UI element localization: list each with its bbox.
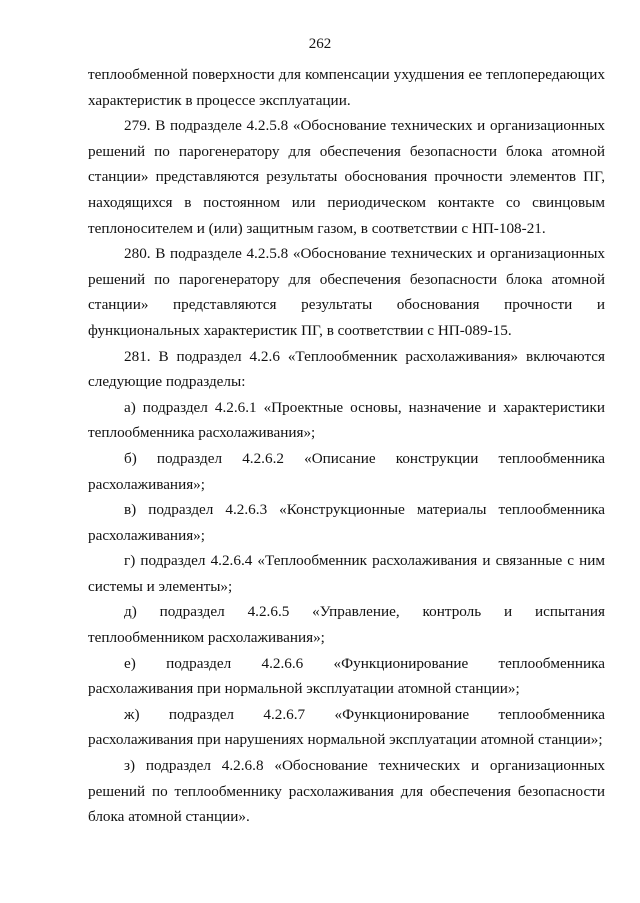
list-item-g: г) подраздел 4.2.6.4 «Теплообменник расхолаживания и связанные с ним системы и элементы»; [88,552,605,595]
list-item-v: в) подраздел 4.2.6.3 «Конструкционные материалы теплообменника расхолаживания»; [88,501,605,544]
paragraph-continuation: теплообменной поверхности для компенсации ухудшения ее теплопередающих характеристик в процессе эксплуатации. [88,66,605,109]
list-item-a: а) подраздел 4.2.6.1 «Проектные основы, назначение и характеристики теплообменника расхолаживания»; [88,398,605,442]
list-item-z: з) подраздел 4.2.6.8 «Обоснование технических и организационных решений по теплообменнику расхолаживания для обеспечения безопасности блока атомной станции». [88,757,605,826]
document-body [88,62,605,830]
list-item-d: д) подраздел 4.2.6.5 «Управление, контроль и испытания теплообменником расхолаживания»; [88,603,605,647]
paragraph-279: 279. В подразделе 4.2.5.8 «Обоснование технических и организационных решений по парогенератору для обеспечения безопасности блока атомной станции» представляются результаты обоснования прочности элементов ПГ, находящихся в постоянном или периодическом контакте со свинцовым теплоносителем и (или) защитным газом, в соответствии с НП-108-21. [88,117,605,237]
paragraph-280: 280. В подразделе 4.2.5.8 «Обоснование технических и организационных решений по парогенератору для обеспечения безопасности блока атомной станции» представляются результаты обоснования прочности и функциональных характеристик ПГ, в соответствии с НП-089-15. [88,245,605,339]
list-item-b: б) подраздел 4.2.6.2 «Описание конструкции теплообменника расхолаживания»; [88,449,605,493]
list-item-zh: ж) подраздел 4.2.6.7 «Функционирование теплообменника расхолаживания при нарушениях нормальной эксплуатации атомной станции»; [88,705,605,749]
list-item-e: е) подраздел 4.2.6.6 «Функционирование теплообменника расхолаживания при нормальной эксплуатации атомной станции»; [88,654,605,698]
page-number: 262 [308,36,332,52]
paragraph-281: 281. В подраздел 4.2.6 «Теплообменник расхолаживания» включаются следующие подразделы: [88,347,605,391]
